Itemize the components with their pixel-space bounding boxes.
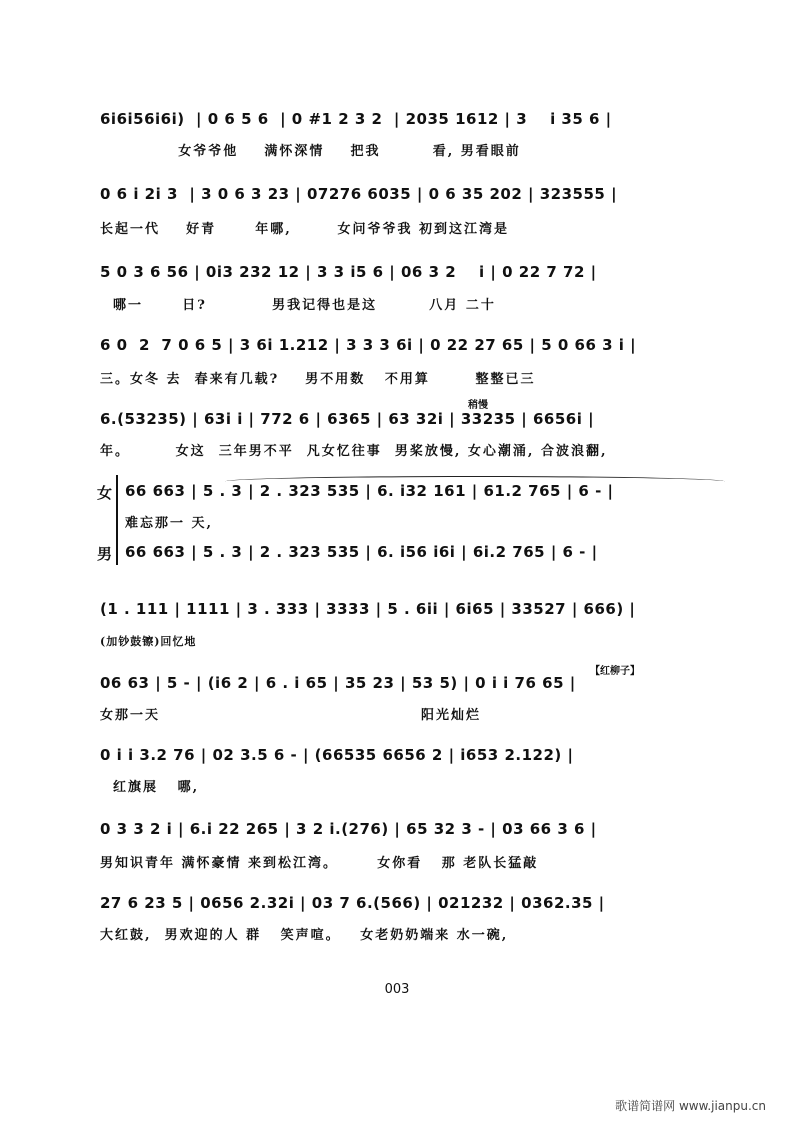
lyric-line-1: 女爷爷他 满怀深情 把我 看, 男看眼前 [100, 144, 521, 159]
lyric-line-6: 女那一天 阳光灿烂 [100, 708, 482, 723]
notation-line-7: 0 i i 3.2 76 | 02 3.5 6 - | (66535 6656 2 | i653 2.122) | [100, 746, 574, 764]
male-part-label: 男 [97, 545, 113, 563]
notation-line-5: 6.(53235) | 63i i | 772 6 | 6365 | 63 32i | 33235 | 6656i | [100, 410, 595, 428]
lyric-line-3: 哪一 日? 男我记得也是这 八月 二十 [100, 298, 496, 313]
notation-line-4: 6 0 2 7 0 6 5 | 3 6i 1.212 | 3 3 3 6i | 0 22 27 65 | 5 0 66 3 i | [100, 336, 637, 354]
duet-brace [116, 475, 121, 565]
tune-name-label: 【红柳子】 [590, 666, 640, 677]
male-notation: 66 663 | 5 . 3 | 2 . 323 535 | 6. i56 i6i | 6i.2 765 | 6 - | [125, 543, 598, 561]
site-watermark: 歌谱简谱网 www.jianpu.cn [615, 1099, 766, 1113]
lyric-line-4: 三。女冬 去 春来有几载? 男不用数 不用算 整整已三 [100, 372, 536, 387]
notation-line-9: 27 6 23 5 | 0656 2.32i | 03 7 6.(566) | 021232 | 0362.35 | [100, 894, 605, 912]
page-number: 003 [384, 982, 410, 997]
duet-lyrics: 难忘那一 天, [125, 516, 214, 531]
notation-line-1: 6i6i56i6i) | 0 6 5 6 | 0 #1 2 3 2 | 2035 1612 | 3 i 35 6 | [100, 110, 612, 128]
female-notation: 66 663 | 5 . 3 | 2 . 323 535 | 6. i32 161 | 61.2 765 | 6 - | [125, 482, 614, 500]
notation-line-6: 06 63 | 5 - | (i6 2 | 6 . i 65 | 35 23 | 53 5) | 0 i i 76 65 | [100, 674, 576, 692]
female-part-label: 女 [97, 484, 113, 502]
tempo-mark: 稍慢 [468, 400, 488, 411]
notation-line-3: 5 0 3 6 56 | 0i3 232 12 | 3 3 i5 6 | 06 3 2 i | 0 22 7 72 | [100, 263, 597, 281]
lyric-line-8: 男知识青年 满怀豪情 来到松江湾。 女你看 那 老队长猛敲 [100, 856, 539, 871]
lyric-line-9: 大红鼓, 男欢迎的人 群 笑声喧。 女老奶奶端来 水一碗, [100, 928, 509, 943]
lyric-line-5: 年。 女这 三年男不平 凡女忆往事 男桨放慢, 女心潮涌, 合波浪翻, [100, 444, 608, 459]
lyric-line-7: 红旗展 哪, [100, 780, 200, 795]
instrumental-notation: (1 . 111 | 1111 | 3 . 333 | 3333 | 5 . 6ii | 6i65 | 33527 | 666) | [100, 600, 636, 618]
notation-line-8: 0 3 3 2 i | 6.i 22 265 | 3 2 i.(276) | 65 32 3 - | 03 66 3 6 | [100, 820, 597, 838]
lyric-line-2: 长起一代 好青 年哪, 女问爷爷我 初到这江湾是 [100, 222, 509, 237]
instrumental-annotation: (加钞鼓镲)回忆地 [100, 635, 197, 648]
notation-line-2: 0 6 i 2i 3 | 3 0 6 3 23 | 07276 6035 | 0 6 35 202 | 323555 | [100, 185, 618, 203]
